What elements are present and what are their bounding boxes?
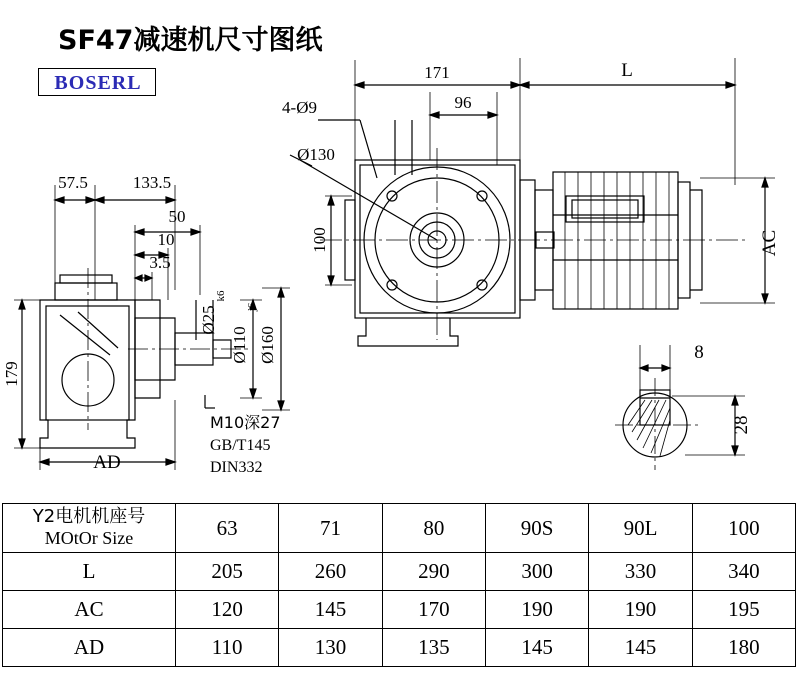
dim-171: 171 bbox=[424, 63, 450, 82]
header-line-2: MOtOr Size bbox=[44, 528, 134, 548]
dim-d110: Ø110 bbox=[230, 326, 249, 364]
table-row bbox=[3, 553, 796, 591]
dim-133-5: 133.5 bbox=[132, 173, 172, 192]
dim-d130: Ø130 bbox=[297, 145, 335, 164]
dim-4-d9: 4-Ø9 bbox=[282, 98, 317, 117]
note-gbt145: GB/T145 bbox=[210, 437, 271, 454]
dim-AC: AC bbox=[759, 229, 780, 257]
table-cell: 260 bbox=[279, 553, 382, 591]
dim-d160: Ø160 bbox=[258, 326, 277, 364]
dim-3-5: 3.5 bbox=[149, 253, 171, 272]
dim-100: 100 bbox=[310, 227, 329, 253]
table-cell: 205 bbox=[176, 553, 279, 591]
table-header-size: 90L bbox=[589, 504, 692, 553]
table-cell: 290 bbox=[382, 553, 485, 591]
note-din332: DIN332 bbox=[210, 459, 263, 476]
row-label: AD bbox=[3, 629, 176, 667]
table-header-size: 80 bbox=[382, 504, 485, 553]
note-m10: M10深27 bbox=[210, 413, 281, 432]
dim-10: 10 bbox=[157, 230, 175, 249]
table-cell: 120 bbox=[176, 591, 279, 629]
table-cell: 110 bbox=[176, 629, 279, 667]
table-header-size: 71 bbox=[279, 504, 382, 553]
table-row bbox=[3, 504, 796, 553]
dimension-table bbox=[2, 503, 796, 667]
table-cell: 180 bbox=[692, 629, 795, 667]
dim-179: 179 bbox=[2, 361, 21, 387]
table-cell: 300 bbox=[485, 553, 588, 591]
table-header-size: 63 bbox=[176, 504, 279, 553]
dim-L: L bbox=[621, 60, 633, 81]
dim-96: 96 bbox=[454, 93, 472, 112]
row-label: L bbox=[3, 553, 176, 591]
table-row bbox=[3, 629, 796, 667]
page-title: SF47减速机尺寸图纸 bbox=[58, 25, 323, 56]
table-header-size: 100 bbox=[692, 504, 795, 553]
row-label: AC bbox=[3, 591, 176, 629]
dim-d110-tol: j6 bbox=[246, 302, 258, 312]
table-header-size: 90S bbox=[485, 504, 588, 553]
dim-8: 8 bbox=[694, 342, 704, 363]
dim-d25: Ø25 bbox=[199, 305, 218, 335]
table-row bbox=[3, 591, 796, 629]
table-cell: 130 bbox=[279, 629, 382, 667]
dim-d25-tol: k6 bbox=[215, 290, 227, 302]
table-cell: 190 bbox=[589, 591, 692, 629]
table-cell: 190 bbox=[485, 591, 588, 629]
dim-28: 28 bbox=[731, 415, 752, 435]
table-cell: 330 bbox=[589, 553, 692, 591]
table-header-motor-size bbox=[3, 504, 176, 553]
table-cell: 195 bbox=[692, 591, 795, 629]
table-cell: 170 bbox=[382, 591, 485, 629]
table-cell: 145 bbox=[279, 591, 382, 629]
header-line-1: Y2电机机座号 bbox=[32, 506, 146, 528]
table-cell: 340 bbox=[692, 553, 795, 591]
table-cell: 145 bbox=[485, 629, 588, 667]
table-cell: 135 bbox=[382, 629, 485, 667]
dim-50: 50 bbox=[168, 207, 186, 226]
dim-AD: AD bbox=[93, 452, 121, 473]
brand-logo-text: BOSERL bbox=[54, 72, 142, 94]
dim-57-5: 57.5 bbox=[58, 173, 88, 192]
table-cell: 145 bbox=[589, 629, 692, 667]
